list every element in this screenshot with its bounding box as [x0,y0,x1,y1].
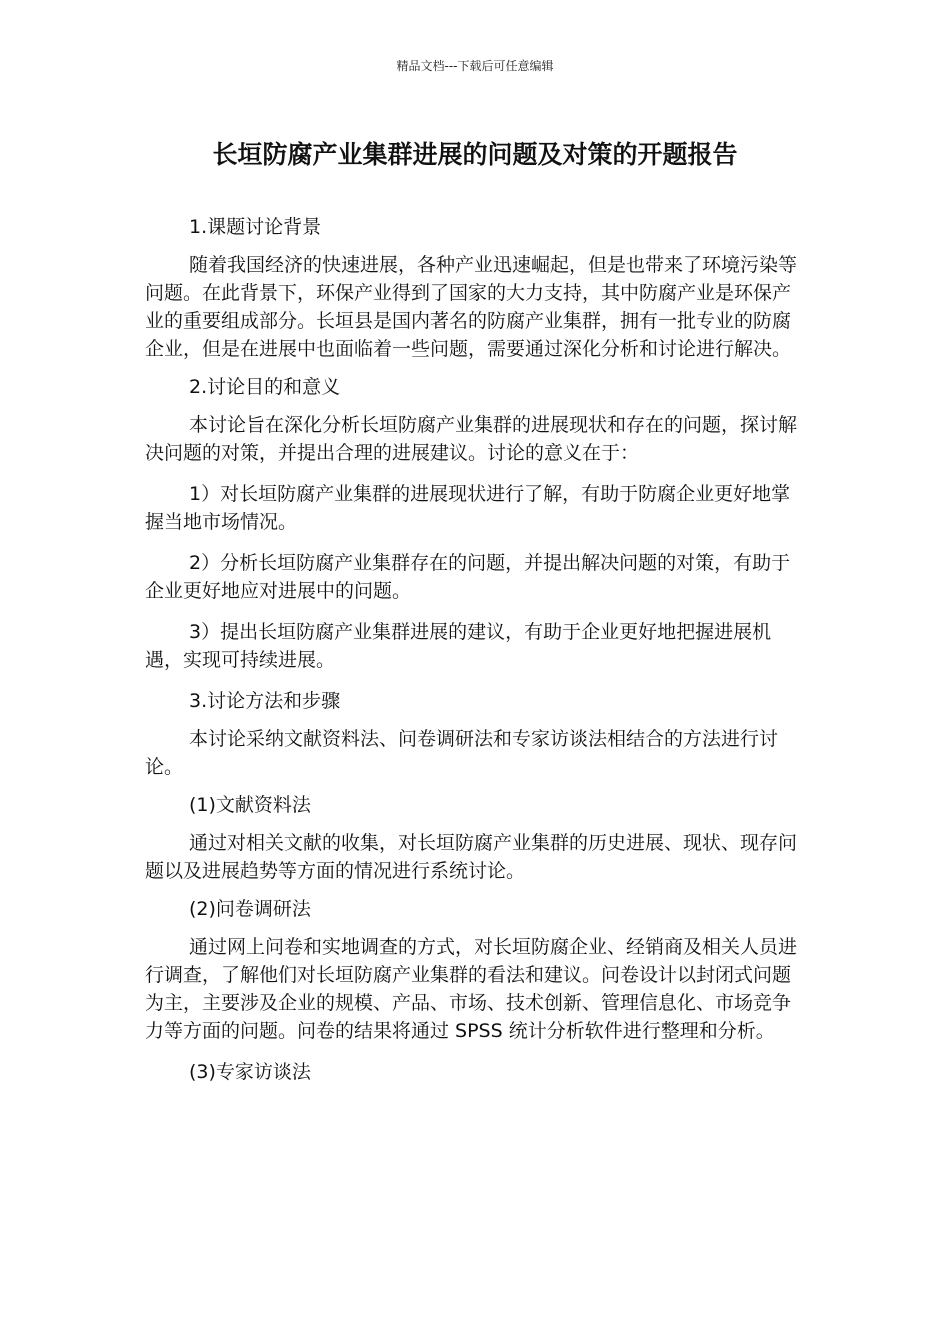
paragraph-literature: 通过对相关文献的收集，对长垣防腐产业集群的历史进展、现状、现存问题以及进展趋势等方面的情况进行系统讨论。 [145,832,798,882]
list-item-1: 1）对长垣防腐产业集群的进展现状进行了解，有助于防腐企业更好地掌握当地市场情况。 [145,483,791,533]
document-body [145,213,807,1086]
header-note: 精品文档---下载后可任意编辑 [396,59,554,73]
list-item-2: 2）分析长垣防腐产业集群存在的问题，并提出解决问题的对策，有助于企业更好地应对进展中的问题。 [145,552,791,602]
paragraph-purpose: 本讨论旨在深化分析长垣防腐产业集群的进展现状和存在的问题，探讨解决问题的对策，并提出合理的进展建议。讨论的意义在于： [145,414,798,464]
document-title: 长垣防腐产业集群进展的问题及对策的开题报告 [212,140,738,169]
paragraph-background: 随着我国经济的快速进展，各种产业迅速崛起，但是也带来了环境污染等问题。在此背景下，环保产业得到了国家的大力支持，其中防腐产业是环保产业的重要组成部分。长垣县是国内著名的防腐产业集群，拥有一批专业的防腐企业，但是在进展中也面临着一些问题，需要通过深化分析和讨论进行解决。 [145,254,798,360]
subheading-literature: (1)文献资料法 [189,794,311,816]
section-heading-background: 1.课题讨论背景 [189,216,322,238]
subheading-expert-interview: (3)专家访谈法 [189,1061,311,1083]
paragraph-questionnaire: 通过网上问卷和实地调查的方式，对长垣防腐企业、经销商及相关人员进行调查，了解他们对长垣防腐产业集群的看法和建议。问卷设计以封闭式问题为主，主要涉及企业的规模、产品、市场、技术创新、管理信息化、市场竞争力等方面的问题。问卷的结果将通过 SPSS 统计分析软件进行整理和分析。 [145,936,798,1042]
paragraph-methods: 本讨论采纳文献资料法、问卷调研法和专家访谈法相结合的方法进行讨论。 [145,728,779,778]
section-heading-methods: 3.讨论方法和步骤 [189,690,341,712]
section-heading-purpose: 2.讨论目的和意义 [189,376,341,398]
subheading-questionnaire: (2)问卷调研法 [189,898,311,920]
list-item-3: 3）提出长垣防腐产业集群进展的建议，有助于企业更好地把握进展机遇，实现可持续进展。 [145,621,772,671]
